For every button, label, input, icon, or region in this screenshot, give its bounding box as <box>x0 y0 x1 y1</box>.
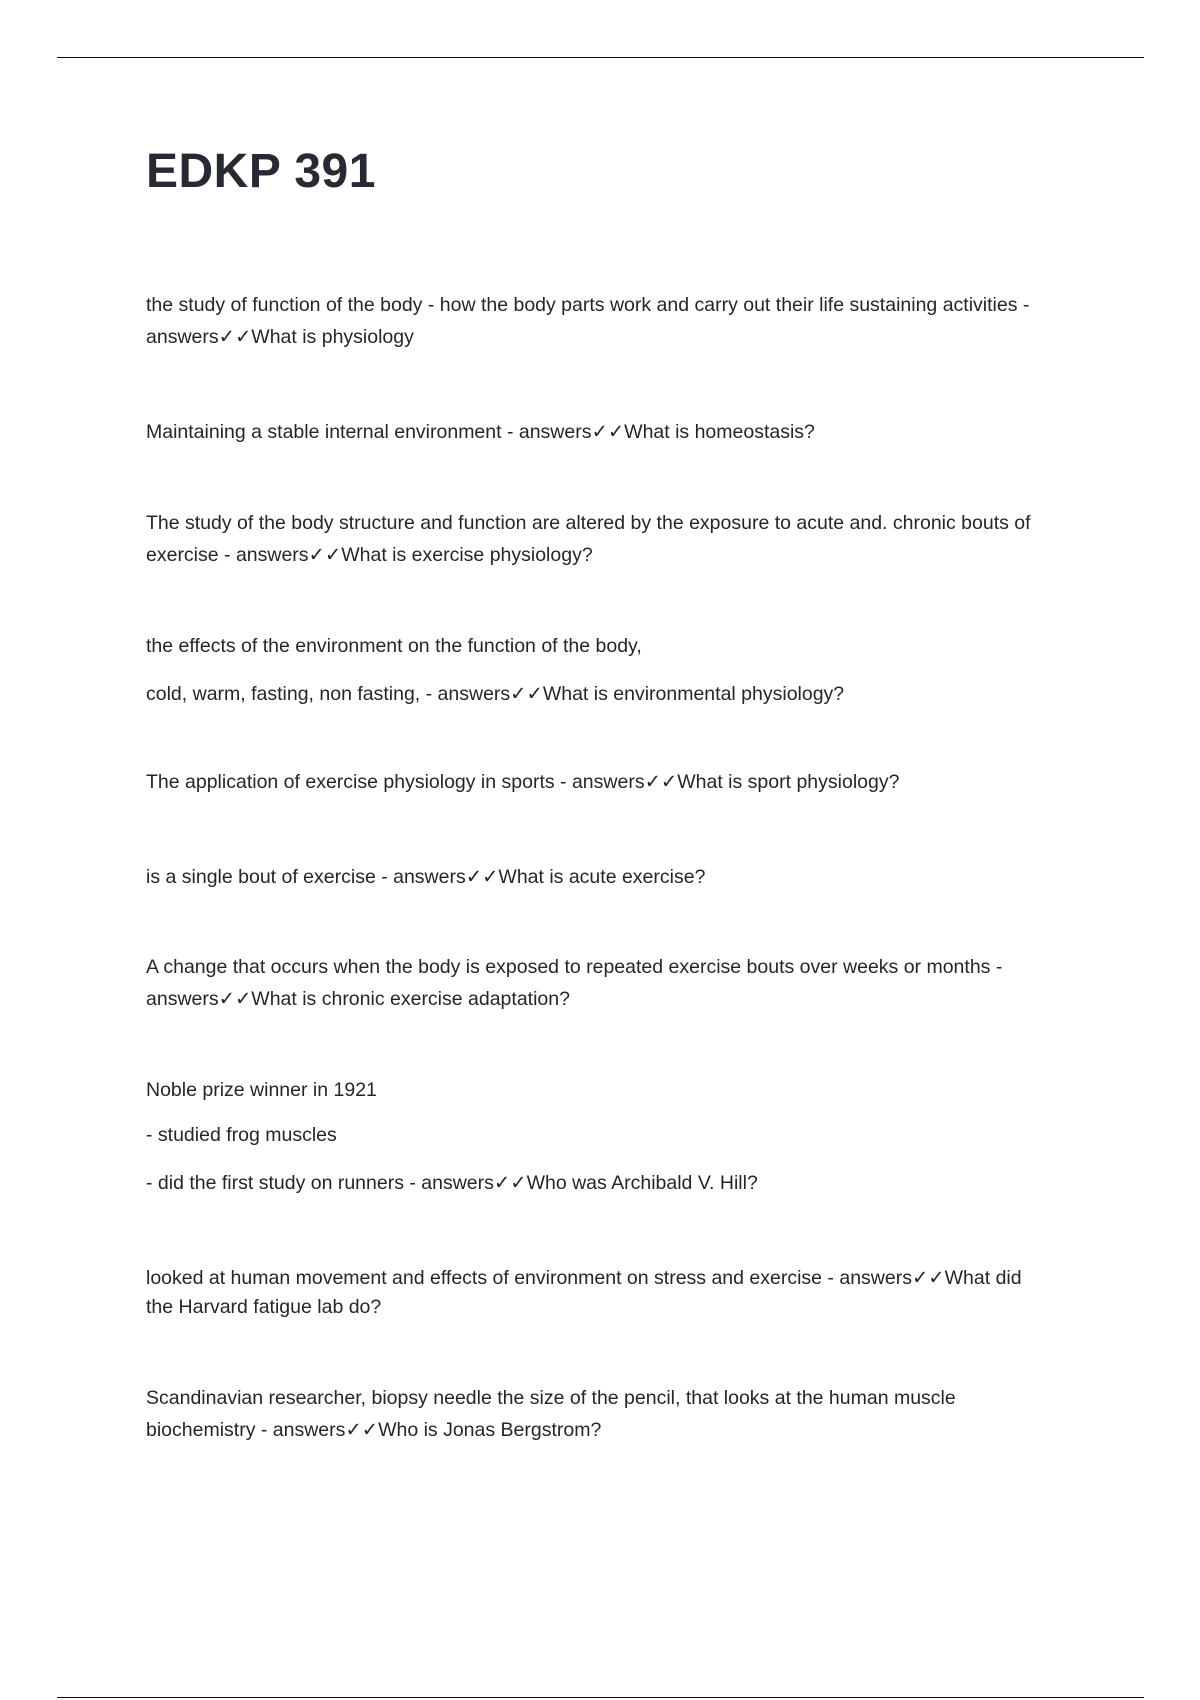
card-5-line-1: The application of exercise physiology in sports - answers✓✓What is sport physiology? <box>146 771 900 793</box>
top-divider <box>57 57 1144 58</box>
card-10-line-1: Scandinavian researcher, biopsy needle the size of the pencil, that looks at the human muscle <box>146 1387 956 1409</box>
bottom-divider <box>57 1697 1144 1698</box>
card-3-line-1: The study of the body structure and function are altered by the exposure to acute and. chronic bouts of <box>146 512 1031 534</box>
card-10-line-2: biochemistry - answers✓✓Who is Jonas Bergstrom? <box>146 1419 602 1441</box>
card-9-line-2: the Harvard fatigue lab do? <box>146 1296 382 1318</box>
card-8-line-3: - did the first study on runners - answers✓✓Who was Archibald V. Hill? <box>146 1172 758 1194</box>
card-3-line-2: exercise - answers✓✓What is exercise physiology? <box>146 544 593 566</box>
card-1-line-1: the study of function of the body - how the body parts work and carry out their life sustaining activities - <box>146 294 1030 316</box>
card-1-line-2: answers✓✓What is physiology <box>146 326 414 348</box>
document-title: EDKP 391 <box>146 145 376 198</box>
card-4-line-1: the effects of the environment on the function of the body, <box>146 635 642 657</box>
card-9-line-1: looked at human movement and effects of environment on stress and exercise - answers✓✓What did <box>146 1267 1022 1289</box>
card-7-line-1: A change that occurs when the body is exposed to repeated exercise bouts over weeks or months - <box>146 956 1003 978</box>
card-7-line-2: answers✓✓What is chronic exercise adaptation? <box>146 988 570 1010</box>
card-6-line-1: is a single bout of exercise - answers✓✓What is acute exercise? <box>146 866 706 888</box>
card-2-line-1: Maintaining a stable internal environment - answers✓✓What is homeostasis? <box>146 421 815 443</box>
card-8-line-2: - studied frog muscles <box>146 1124 337 1146</box>
card-8-line-1: Noble prize winner in 1921 <box>146 1079 377 1101</box>
card-4-line-2: cold, warm, fasting, non fasting, - answers✓✓What is environmental physiology? <box>146 683 845 705</box>
